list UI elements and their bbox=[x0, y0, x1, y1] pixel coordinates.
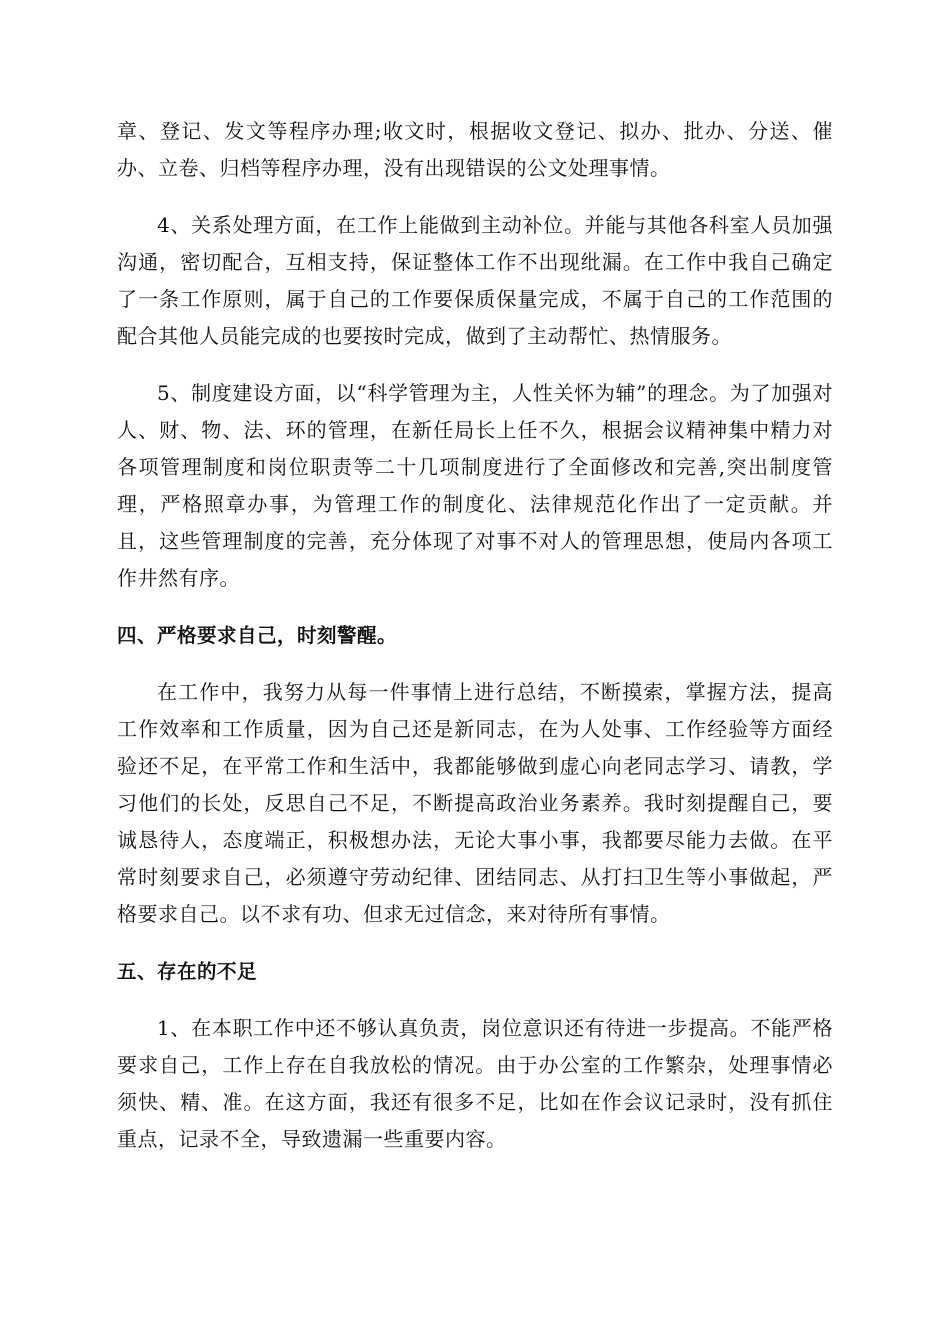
document-page bbox=[117, 113, 833, 1178]
paragraph-self-reflection: 在工作中，我努力从每一件事情上进行总结，不断摸索，掌握方法，提高工作效率和工作质量，因为自己还是新同志，在为人处事、工作经验等方面经验还不足，在平常工作和生活中，我都能够做到虚心向老同志学习、请教，学习他们的长处，反思自己不足，不断提高政治业务素养。我时刻提醒自己，要诚恳待人，态度端正，积极想办法，无论大事小事，我都要尽能力去做。在平常时刻要求自己，必须遵守劳动纪律、团结同志、从打扫卫生等小事做起，严格要求自己。以不求有功、但求无过信念，来对待所有事情。 bbox=[117, 680, 833, 926]
paragraph-document-handling: 章、登记、发文等程序办理;收文时，根据收文登记、拟办、批办、分送、催办、立卷、归档等程序办理，没有出现错误的公文处理事情。 bbox=[117, 119, 833, 180]
paragraph-shortcoming-1: 1、在本职工作中还不够认真负责，岗位意识还有待进一步提高。不能严格要求自己，工作上存在自我放松的情况。由于办公室的工作繁杂，处理事情必须快、精、准。在这方面，我还有很多不足，比如在作会议记录时，没有抓住重点，记录不全，导致遗漏一些重要内容。 bbox=[117, 1016, 833, 1151]
section-heading-shortcomings: 五、存在的不足 bbox=[117, 960, 258, 983]
section-heading-strict-self: 四、严格要求自己，时刻警醒。 bbox=[117, 624, 398, 647]
paragraph-relationship-handling: 4、关系处理方面，在工作上能做到主动补位。并能与其他各科室人员加强沟通，密切配合，互相支持，保证整体工作不出现纰漏。在工作中我自己确定了一条工作原则，属于自己的工作要保质保量完成，不属于自己的工作范围的配合其他人员能完成的也要按时完成，做到了主动帮忙、热情服务。 bbox=[117, 213, 833, 348]
paragraph-system-building: 5、制度建设方面，以“科学管理为主，人性关怀为辅”的理念。为了加强对人、财、物、法、环的管理，在新任局长上任不久，根据会议精神集中精力对各项管理制度和岗位职责等二十几项制度进行了全面修改和完善,突出制度管理，严格照章办事，为管理工作的制度化、法律规范化作出了一定贡献。并且，这些管理制度的完善，充分体现了对事不对人的管理思想，使局内各项工作井然有序。 bbox=[117, 381, 833, 590]
